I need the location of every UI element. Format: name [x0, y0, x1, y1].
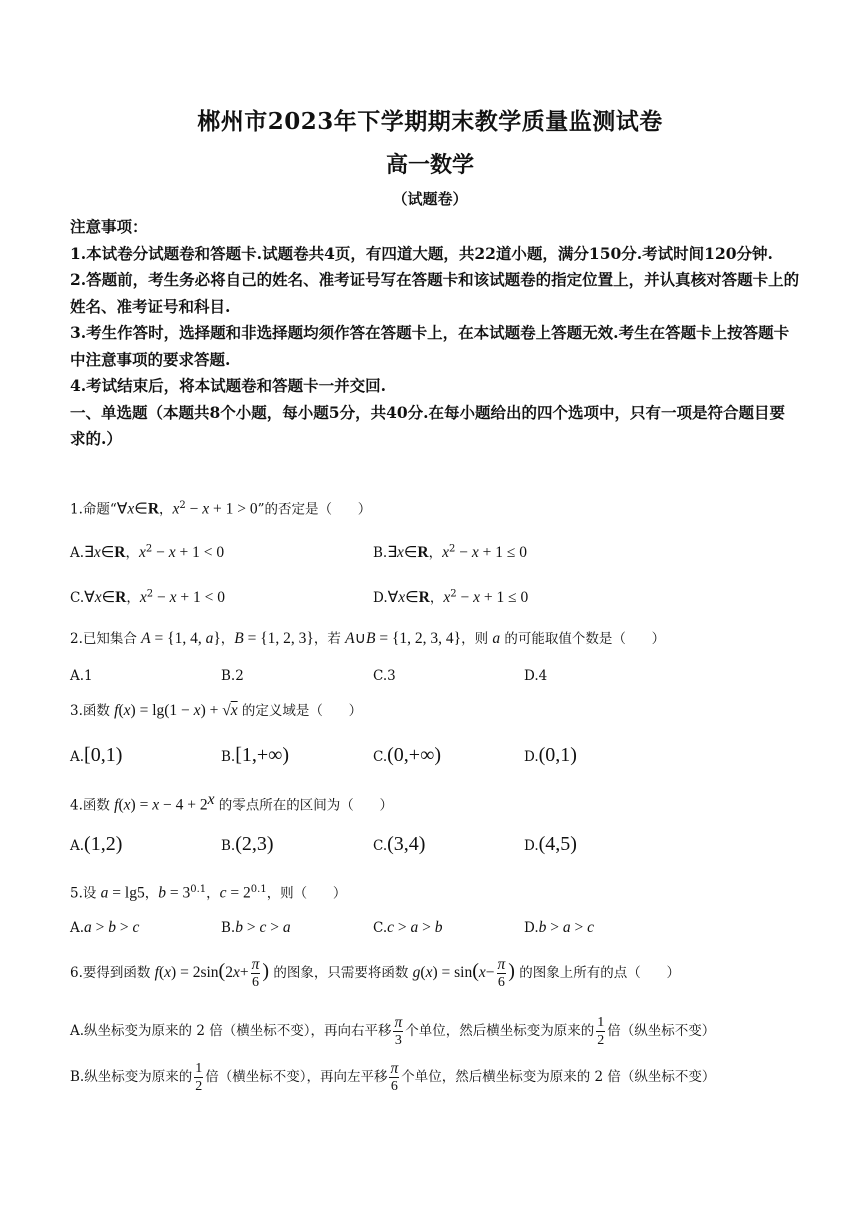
fraction: $\frac{1}{2}$	[597, 1015, 605, 1048]
option-d: D.(4,5)	[524, 833, 577, 855]
question-6-option-a: A.纵坐标变为原来的 2 倍（横坐标不变），再向右平移 $\frac{\pi}{3}$ 个单位，然后横坐标变为原来的 $\frac{1}{2}$ 倍（纵坐标不变）	[70, 1014, 716, 1048]
option-a: A.∃x∈R，$x^2 - x + 1 < 0$	[70, 543, 225, 561]
question-4: 4.函数 $f(x) = x - 4 + 2^x$ 的零点所在的区间为（ ）	[70, 791, 394, 814]
question-6-option-b: B.纵坐标变为原来的 $\frac{1}{2}$ 倍（横坐标不变），再向左平移 $\frac{\pi}{6}$ 个单位，然后横坐标变为原来的 2 倍（纵坐标不变）	[70, 1060, 716, 1094]
section-heading: 一、单选题（本题共8个小题，每小题5分，共40分.在每小题给出的四个选项中，只有一项是符合题目要求的.）	[70, 402, 786, 448]
option-a: A.1	[70, 668, 93, 684]
question-3: 3.函数 f(x) = lg(1 − x) + √x 的定义域是（ ）	[70, 702, 363, 719]
option-b: B.∃x∈R，$x^2 - x + 1 \le 0$	[373, 543, 528, 561]
option-c: C.c > a > b	[373, 919, 443, 936]
fraction: $\frac{\pi}{6}$	[497, 956, 506, 990]
fraction: $\frac{\pi}{3}$	[394, 1014, 403, 1048]
note-item: 4.考试结束后，将本试题卷和答题卡一并交回.	[70, 376, 387, 395]
page-title: 郴州市2023年下学期期末教学质量监测试卷	[197, 108, 663, 135]
question-1: 1.命题“∀x∈R，$x^2 - x + 1 > 0$”的否定是（ ）	[70, 500, 372, 518]
option-c: C.3	[373, 668, 396, 684]
option-a: A.a > b > c	[70, 919, 140, 936]
option-b: B.b > c > a	[221, 919, 291, 936]
question-2: 2.已知集合 A = {1, 4, a}，B = {1, 2, 3}，若 A∪B = {1, 2, 3, 4}，则 a 的可能取值个数是（ ）	[70, 630, 666, 647]
option-a: A.[0,1)	[70, 744, 123, 766]
question-6: 6.要得到函数 f(x) = 2sin(2x+ $\frac{\pi}{6}$ ) 的图象，只需要将函数 g(x) = sin(x− $\frac{\pi}{6}$ ) 的图象上所有的点（ ）	[70, 956, 680, 990]
question-5: 5.设 a = lg5，$b = 3^{0.1}$，$c = 2^{0.1}$，则（ ）	[70, 884, 347, 902]
option-d: D.b > a > c	[524, 919, 595, 936]
note-item: 2.答题前，考生务必将自己的姓名、准考证号写在答题卡和该试题卷的指定位置上，并认真核对答题卡上的姓名、准考证号和科目.	[70, 270, 800, 316]
option-c: C.(0,+∞)	[373, 744, 441, 766]
option-b: B.(2,3)	[221, 833, 274, 855]
option-b: B.[1,+∞)	[221, 744, 290, 766]
option-d: D.∀x∈R，$x^2 - x + 1 \le 0$	[373, 588, 529, 606]
fraction: $\frac{1}{2}$	[195, 1061, 203, 1094]
fraction: $\frac{\pi}{6}$	[251, 956, 260, 990]
option-a: A.(1,2)	[70, 833, 123, 855]
option-d: D.4	[524, 668, 548, 684]
note-item: 3.考生作答时，选择题和非选择题均须作答在答题卡上，在本试题卷上答题无效.考生在答题卡上按答题卡中注意事项的要求答题.	[70, 323, 790, 369]
option-c: C.(3,4)	[373, 833, 426, 855]
notes-section	[70, 214, 800, 453]
option-d: D.(0,1)	[524, 744, 577, 766]
note-item: 1.本试卷分试题卷和答题卡.试题卷共4页，有四道大题，共22道小题，满分150分.考试时间120分钟.	[70, 243, 773, 263]
page-subtitle: 高一数学	[385, 152, 474, 178]
notes-heading: 注意事项：	[70, 217, 148, 236]
option-c: C.∀x∈R，$x^2 - x + 1 < 0$	[70, 588, 225, 606]
paper-type-label: （试题卷）	[392, 190, 468, 208]
fraction: $\frac{\pi}{6}$	[390, 1060, 399, 1094]
option-b: B.2	[221, 668, 244, 684]
